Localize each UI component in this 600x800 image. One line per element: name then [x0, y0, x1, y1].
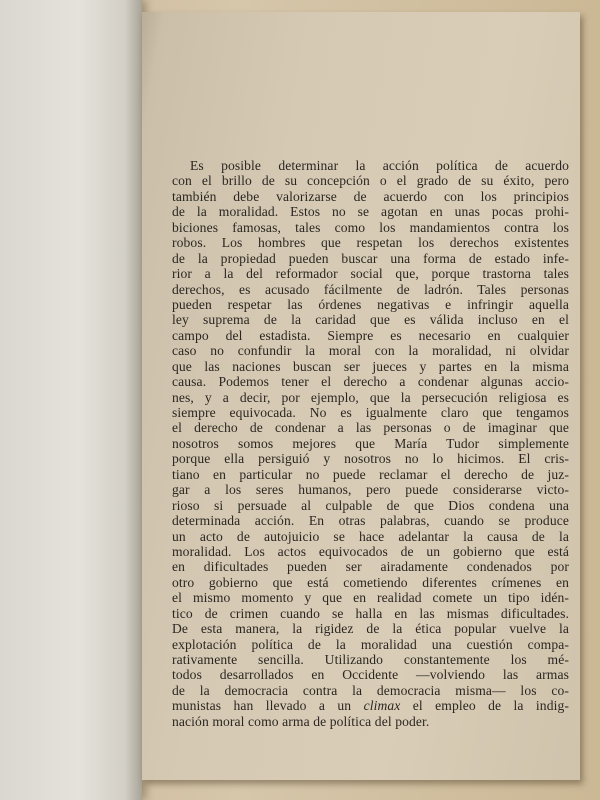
text-line: moralidad. Los actos equivocados de un gobierno que está — [172, 543, 569, 559]
text-line: Es posible determinar la acción política de acuerdo — [190, 158, 569, 173]
text-segment: munistas han llevado a un — [172, 698, 364, 714]
text-line: De esta manera, la rigidez de la ética popular vuelve la — [172, 621, 569, 637]
text-line: siempre equivocada. No es igualmente claro que tengamos — [172, 405, 569, 420]
text-line: también debe valorizarse de acuerdo con los principios — [172, 188, 569, 204]
text-line: pueden respetar las órdenes negativas e infringir aquella — [172, 296, 569, 312]
text-line: explotación política de la moralidad una cuestión compa- — [172, 636, 569, 652]
text-line: derechos, es acusado fácilmente de ladrón. Tales personas — [172, 281, 569, 297]
text-line: determinada acción. En otras palabras, cuando se produce — [172, 513, 569, 529]
text-line: tico de crimen cuando se halla en las mismas dificultades. — [172, 605, 569, 621]
text-line: de la democracia contra la democracia misma— los co- — [172, 682, 569, 698]
text-line: en dificultades pueden ser airadamente condenados por — [172, 559, 569, 575]
text-line: un acto de autojuicio se hace adelantar la causa de la — [172, 528, 569, 544]
text-line: otro gobierno que está cometiendo diferentes crímenes en — [172, 574, 569, 590]
text-line: tiano en particular no puede reclamar el derecho de juz- — [172, 466, 569, 482]
text-line: causa. Podemos tener el derecho a condenar algunas accio- — [172, 374, 569, 390]
text-segment: el empleo de la indig- — [400, 698, 569, 714]
text-line: de la propiedad pueden buscar una forma de estado infe- — [172, 250, 569, 266]
text-line: con el brillo de su concepción o el grado de su éxito, pero — [172, 173, 569, 189]
text-line: todos desarrollados en Occidente —volviendo las armas — [172, 667, 569, 683]
text-line: rior a la del reformador social que, porque trastorna tales — [172, 266, 569, 282]
text-line: el mismo momento y que en realidad comete un tipo idén- — [172, 590, 569, 606]
text-line: ley suprema de la caridad que es válida incluso en el — [172, 312, 569, 328]
left-blank-page — [0, 0, 142, 800]
book-page — [142, 12, 580, 780]
text-line: nación moral como arma de política del poder. — [172, 713, 430, 729]
text-line: que las naciones buscan ser jueces y partes en la misma — [172, 358, 569, 374]
italic-word: climax — [363, 698, 401, 714]
text-line: porque ella persiguió y nosotros no lo hicimos. El cris- — [172, 451, 569, 467]
text-line: el derecho de condenar a las personas o de imaginar que — [172, 420, 569, 436]
text-line: campo del estadista. Siempre es necesario en cualquier — [172, 327, 569, 343]
body-paragraph — [172, 158, 569, 729]
text-line: rioso si persuade al culpable de que Dios condena una — [172, 497, 569, 513]
text-line: gar a los seres humanos, pero puede considerarse victo- — [172, 482, 569, 498]
text-line: rativamente sencilla. Utilizando constantemente los mé- — [172, 652, 569, 667]
text-line — [172, 698, 569, 713]
text-line: caso no confundir la moral con la moralidad, ni olvidar — [172, 343, 569, 359]
text-line: nosotros somos mejores que María Tudor simplemente — [172, 435, 569, 451]
text-line: de la moralidad. Estos no se agotan en unas pocas prohi- — [172, 204, 569, 220]
text-line: biciones famosas, tales como los mandamientos contra los — [172, 219, 569, 235]
text-line: robos. Los hombres que respetan los derechos existentes — [172, 235, 569, 251]
text-line: nes, y a decir, por ejemplo, que la persecución religiosa es — [172, 389, 569, 405]
